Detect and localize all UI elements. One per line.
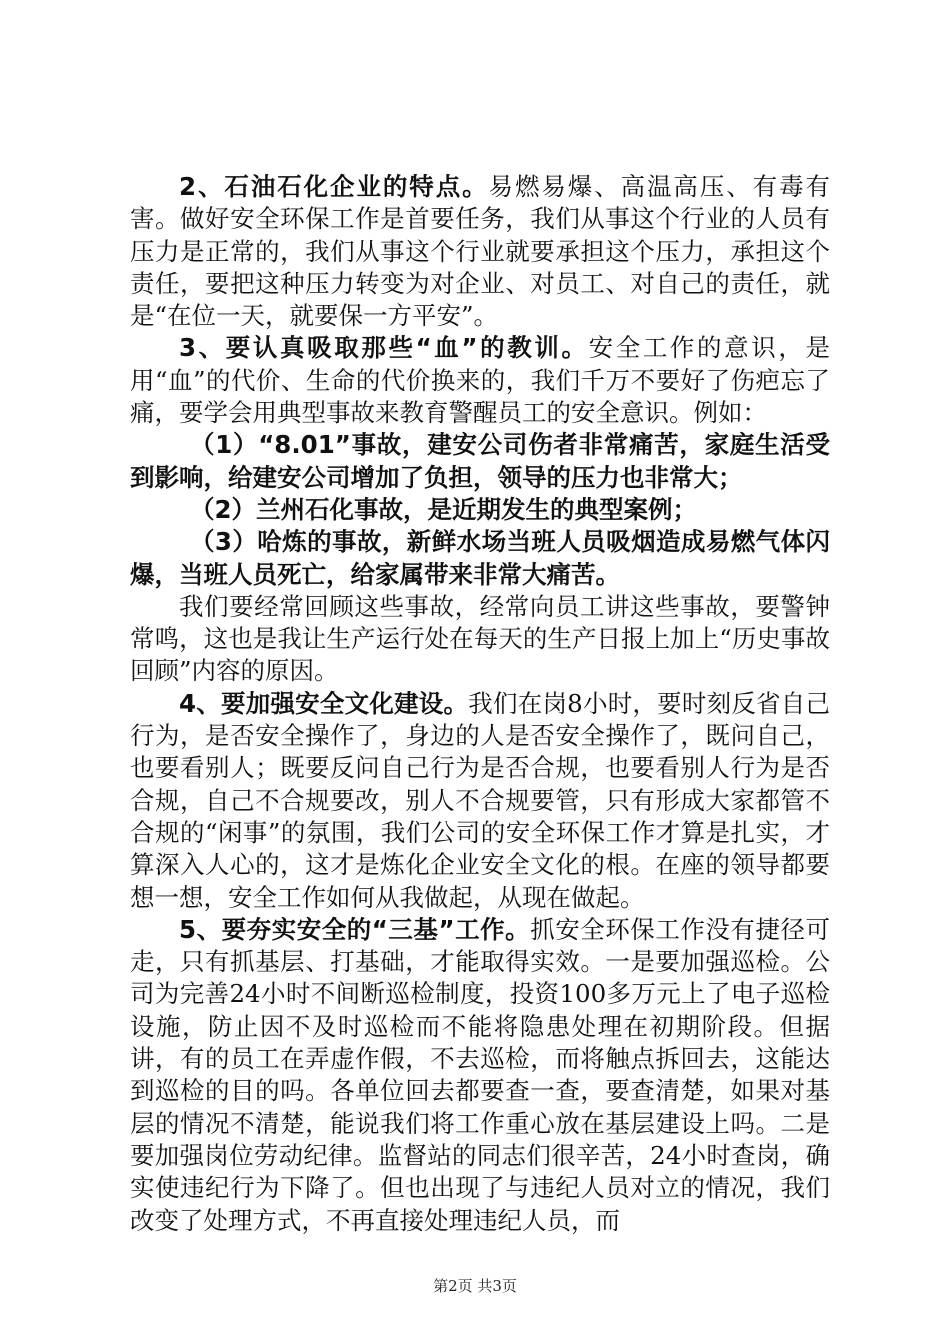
paragraph-5-text: 抓安全环保工作没有捷径可走，只有抓基层、打基础，才能取得实效。一是要加强巡检。公司为完善24小时不间断巡检制度，投资100多万元上了电子巡检设施，防止因不及时巡检而不能将隐患处理在初期阶段。但据讲，有的员工在弄虚作假，不去巡检，而将触点拆回去，这能达到巡检的目的吗。各单位回去都要查一查，要查清楚，如果对基层的情况不清楚，能说我们将工作重心放在基层建设上吗。二是要加强岗位劳动纪律。监督站的同志们很辛苦，24小时查岗，确实使违纪行为下降了。但也出现了与违纪人员对立的情况，我们改变了处理方式，不再直接处理违纪人员，而 bbox=[130, 914, 831, 1235]
page-number: 第2页 共3页 bbox=[433, 1277, 517, 1295]
paragraph-2-heading: 2、石油石化企业的特点。 bbox=[179, 172, 489, 201]
review-paragraph: 我们要经常回顾这些事故，经常向员工讲这些事故，要警钟常鸣，这也是我让生产运行处在每天的生产日报上加上“历史事故回顾”内容的原因。 bbox=[130, 591, 830, 686]
paragraph-3-text: 安全工作的意识，是用“血”的代价、生命的代价换来的，我们千万不要好了伤疤忘了痛，要学会用典型事故来教育警醒员工的安全意识。例如： bbox=[130, 333, 831, 428]
case-item-1: （1）“8.01”事故，建安公司伤者非常痛苦，家庭生活受到影响，给建安公司增加了负担，领导的压力也非常大； bbox=[130, 430, 830, 492]
paragraph-3-heading: 3、要认真吸取那些“血”的教训。 bbox=[179, 333, 589, 363]
document-body bbox=[130, 171, 830, 1237]
paragraph-3 bbox=[130, 332, 830, 429]
paragraph-4 bbox=[130, 688, 830, 914]
case-item-3: （3）哈炼的事故，新鲜水场当班人员吸烟造成易燃气体闪爆，当班人员死亡，给家属带来非常大痛苦。 bbox=[130, 527, 830, 589]
paragraph-4-text: 我们在岗8小时，要时刻反省自己行为，是否安全操作了，身边的人是否安全操作了，既问自己，也要看别人；既要反问自己行为是否合规，也要看别人行为是否合规，自己不合规要改，别人不合规要管，只有形成大家都管不合规的“闲事”的氛围，我们公司的安全环保工作才算是扎实，才算深入人心的，这才是炼化企业安全文化的根。在座的领导都要想一想，安全工作如何从我做起，从现在做起。 bbox=[130, 688, 831, 912]
paragraph-2-text: 易燃易爆、高温高压、有毒有害。做好安全环保工作是首要任务，我们从事这个行业的人员有压力是正常的，我们从事这个行业就要承担这个压力，承担这个责任，要把这种压力转变为对企业、对员工、对自己的责任，就是“在位一天，就要保一方平安”。 bbox=[130, 172, 831, 331]
paragraph-4-heading: 4、要加强安全文化建设。 bbox=[179, 688, 469, 718]
case-item-2: （2）兰州石化事故，是近期发生的典型案例； bbox=[190, 494, 698, 524]
paragraph-2 bbox=[130, 171, 830, 332]
paragraph-5-heading: 5、要夯实安全的“三基”工作。 bbox=[179, 914, 531, 944]
paragraph-5 bbox=[130, 914, 830, 1237]
